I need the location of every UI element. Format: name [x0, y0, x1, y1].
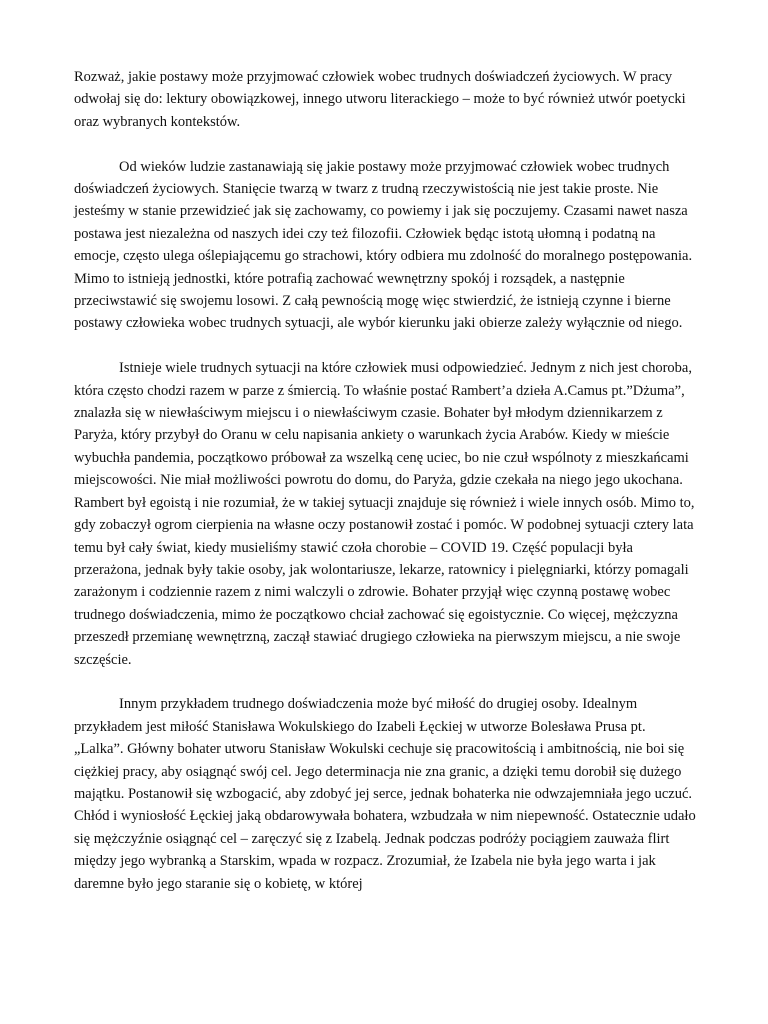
paragraph-introduction: Od wieków ludzie zastanawiają się jakie postawy może przyjmować człowiek wobec trudnych doświadczeń życiowych. Stanięcie twarzą w twarz z trudną rzeczywistością nie jest takie proste. Nie jesteśmy w stanie przewidzieć jak się zachowamy, co powiemy i jak się poczujemy. Czasami nawet nasza postawa jest niezależna od naszych idei czy też filozofii. Człowiek będąc istotą ułomną i podatną na emocje, często ulega oślepiającemu go strachowi, który odbiera mu zdolność do moralnego postępowania. Mimo to istnieją jednostki, które potrafią zachować wewnętrzny spokój i rozsądek, a następnie przeciwstawić się swojemu losowi. Z całą pewnością mogę więc stwierdzić, że istnieją czynne i bierne postawy człowieka wobec trudnych sytuacji, ale wybór kierunku jaki obierze zależy wyłącznie od niego.: [74, 158, 693, 332]
paragraph-lalka-argument: Innym przykładem trudnego doświadczenia może być miłość do drugiej osoby. Idealnym przykładem jest miłość Stanisława Wokulskiego do Izabeli Łęckiej w utworze Bolesława Prusa pt. „Lalka”. Główny bohater utworu Stanisław Wokulski cechuje się pracowitością i ambitnością, nie boi się ciężkiej pracy, aby osiągnąć swój cel. Jego determinacja nie zna granic, a dzięki temu dorobił się dużego majątku. Postanowił się wzbogacić, aby zdobyć jej serce, jednak bohaterka nie odwzajemniała jego uczuć. Chłód i wyniosłość Łęckiej jaką obdarowywała bohatera, wzbudzała w nim niepewność. Ostatecznie udało się mężczyźnie osiągnąć cel – zaręczyć się z Izabelą. Jednak podczas podróży pociągiem zauważa flirt między jego wybranką a Starskim, wpada w rozpacz. Zrozumiał, że Izabela nie była jego warta i jak daremne było jego staranie się o kobietę, w której: [74, 696, 696, 892]
essay-prompt: Rozważ, jakie postawy może przyjmować człowiek wobec trudnych doświadczeń życiowych. W pracy odwołaj się do: lektury obowiązkowej, innego utworu literackiego – może to być również utwór poetycki oraz wybranych kontekstów.: [74, 69, 686, 130]
paragraph-dzuma-argument: Istnieje wiele trudnych sytuacji na które człowiek musi odpowiedzieć. Jednym z nich jest choroba, która często chodzi razem w parze z śmiercią. To właśnie postać Rambert’a dzieła A.Camus pt.”Dżuma”, znalazła się w niewłaściwym miejscu i o niewłaściwym czasie. Bohater był młodym dziennikarzem z Paryża, który przybył do Oranu w celu napisania ankiety o warunkach życia Arabów. Kiedy w mieście wybuchła pandemia, początkowo próbował za wszelką cenę uciec, bo nie czuł wspólnoty z mieszkańcami miejscowości. Nie miał możliwości powrotu do domu, do Paryża, gdzie czekała na niego jego ukochana. Rambert był egoistą i nie rozumiał, że w takiej sytuacji znajduje się również i wiele innych osób. Mimo to, gdy zobaczył ogrom cierpienia na własne oczy postanowił zostać i pomóc. W podobnej sytuacji cztery lata temu był cały świat, kiedy musieliśmy stawić czoła chorobie – COVID 19. Część populacji była przerażona, jednak były takie osoby, jak wolontariusze, lekarze, ratownicy i pielęgniarki, którzy pomagali zarażonym i codziennie razem z nimi walczyli o zdrowie. Bohater przyjął więc czynną postawę wobec trudnego doświadczenia, mimo że początkowo chciał zachować się egoistycznie. Co więcej, mężczyzna przeszedł przemianę wewnętrzną, zaczął stawiać drugiego człowieka na pierwszym miejscu, a nie swoje szczęście.: [74, 360, 695, 668]
